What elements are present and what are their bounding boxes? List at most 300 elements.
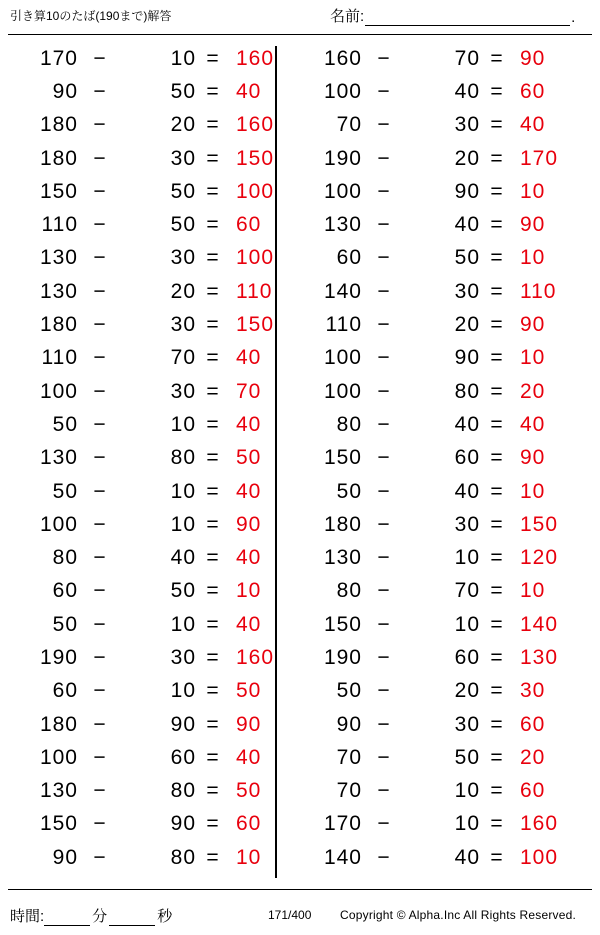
page-title: 引き算10のたば(190まで)解答 <box>10 9 172 23</box>
operator: − <box>93 679 107 703</box>
operand-b: 60 <box>454 446 480 470</box>
operator: − <box>377 779 391 803</box>
answer: 120 <box>520 546 559 570</box>
problem-row <box>288 42 556 75</box>
name-label: 名前: <box>330 8 365 25</box>
answer: 100 <box>236 179 275 203</box>
operator: − <box>93 146 107 170</box>
operator: − <box>93 313 107 337</box>
problem-row <box>4 841 272 874</box>
answer: 100 <box>520 845 559 869</box>
operand-a: 110 <box>41 213 78 237</box>
name-input[interactable] <box>365 8 570 26</box>
problem-row <box>288 641 559 674</box>
operand-a: 110 <box>41 346 78 370</box>
time-seconds-unit: 秒 <box>157 908 173 925</box>
problem-row <box>4 42 275 75</box>
time-seconds-input[interactable] <box>109 907 155 926</box>
operator: − <box>93 612 107 636</box>
operator: − <box>93 479 107 503</box>
operand-b: 60 <box>454 645 480 669</box>
problem-row <box>288 175 556 208</box>
operand-b: 30 <box>454 512 480 536</box>
equals-sign: = <box>490 645 504 669</box>
time-minutes-unit: 分 <box>92 908 108 925</box>
equals-sign: = <box>490 779 504 803</box>
answer: 160 <box>236 113 275 137</box>
problem-row <box>288 841 559 874</box>
problem-row <box>288 775 556 808</box>
equals-sign: = <box>490 79 504 103</box>
operator: − <box>377 645 391 669</box>
equals-sign: = <box>490 612 504 636</box>
answer: 100 <box>236 246 275 270</box>
operator: − <box>377 712 391 736</box>
operand-a: 190 <box>323 645 362 669</box>
problem-row <box>4 408 272 441</box>
operand-a: 130 <box>39 279 78 303</box>
operator: − <box>377 679 391 703</box>
equals-sign: = <box>490 412 504 436</box>
problem-row <box>4 342 272 375</box>
operator: − <box>377 412 391 436</box>
equals-sign: = <box>206 179 220 203</box>
equals-sign: = <box>206 346 220 370</box>
answer: 60 <box>236 812 262 836</box>
footer-divider <box>8 889 592 890</box>
problem-row <box>4 375 272 408</box>
operator: − <box>93 79 107 103</box>
copyright-notice: Copyright © Alpha.Inc All Rights Reserved. <box>340 908 577 922</box>
problem-row <box>4 541 272 574</box>
operand-a: 130 <box>39 446 78 470</box>
equals-sign: = <box>490 146 504 170</box>
operator: − <box>377 246 391 270</box>
name-field-area <box>330 5 575 26</box>
operand-b: 80 <box>454 379 480 403</box>
answer: 110 <box>236 279 273 303</box>
equals-sign: = <box>206 779 220 803</box>
equals-sign: = <box>206 79 220 103</box>
operand-a: 100 <box>39 512 78 536</box>
equals-sign: = <box>490 679 504 703</box>
problem-row <box>4 175 275 208</box>
problem-column-right <box>288 42 559 874</box>
operand-a: 90 <box>52 79 78 103</box>
operator: − <box>377 479 391 503</box>
equals-sign: = <box>206 712 220 736</box>
operator: − <box>377 579 391 603</box>
operator: − <box>377 346 391 370</box>
answer: 50 <box>236 446 262 470</box>
operator: − <box>377 546 391 570</box>
answer: 150 <box>236 313 275 337</box>
answer: 160 <box>236 46 275 70</box>
equals-sign: = <box>206 579 220 603</box>
problem-row <box>4 275 272 308</box>
operator: − <box>93 379 107 403</box>
operator: − <box>93 845 107 869</box>
problem-row <box>288 308 556 341</box>
problem-row <box>288 208 556 241</box>
operand-a: 150 <box>323 446 362 470</box>
problem-row <box>288 342 556 375</box>
problem-row <box>4 808 272 841</box>
equals-sign: = <box>490 246 504 270</box>
operand-a: 130 <box>323 546 362 570</box>
answer: 10 <box>520 346 546 370</box>
operand-b: 30 <box>454 279 480 303</box>
operand-b: 30 <box>170 313 196 337</box>
operand-a: 180 <box>39 146 78 170</box>
operand-b: 10 <box>454 812 480 836</box>
operand-b: 50 <box>170 579 196 603</box>
operand-b: 20 <box>454 679 480 703</box>
equals-sign: = <box>490 279 504 303</box>
problem-row <box>4 708 272 741</box>
answer: 10 <box>520 246 546 270</box>
answer: 60 <box>520 712 546 736</box>
operator: − <box>93 46 107 70</box>
operand-a: 180 <box>39 712 78 736</box>
operator: − <box>93 579 107 603</box>
operand-b: 40 <box>454 79 480 103</box>
operator: − <box>93 779 107 803</box>
operand-a: 140 <box>323 845 362 869</box>
problem-row <box>4 641 275 674</box>
answer: 150 <box>236 146 275 170</box>
operand-b: 40 <box>170 546 196 570</box>
operand-b: 40 <box>454 412 480 436</box>
page-header <box>0 0 600 34</box>
answer: 50 <box>236 779 262 803</box>
operand-b: 10 <box>170 512 196 536</box>
operand-b: 90 <box>454 179 480 203</box>
answer: 10 <box>520 179 546 203</box>
operand-a: 110 <box>325 313 362 337</box>
time-minutes-input[interactable] <box>44 907 90 926</box>
operand-b: 10 <box>170 679 196 703</box>
equals-sign: = <box>206 812 220 836</box>
time-label: 時間: <box>10 908 45 925</box>
operand-b: 50 <box>170 213 196 237</box>
answer: 160 <box>520 812 559 836</box>
equals-sign: = <box>206 412 220 436</box>
equals-sign: = <box>490 546 504 570</box>
equals-sign: = <box>490 812 504 836</box>
operand-b: 80 <box>170 446 196 470</box>
problem-row <box>4 508 272 541</box>
equals-sign: = <box>206 379 220 403</box>
answer: 160 <box>236 645 275 669</box>
answer: 40 <box>236 346 262 370</box>
operand-b: 70 <box>170 346 196 370</box>
operand-a: 50 <box>52 412 78 436</box>
operator: − <box>93 246 107 270</box>
operand-b: 20 <box>454 313 480 337</box>
problem-row <box>288 408 556 441</box>
operator: − <box>93 512 107 536</box>
operand-b: 30 <box>454 113 480 137</box>
operand-a: 130 <box>39 779 78 803</box>
operand-a: 100 <box>323 79 362 103</box>
problem-row <box>4 741 272 774</box>
problem-row <box>288 109 556 142</box>
operator: − <box>93 113 107 137</box>
equals-sign: = <box>490 213 504 237</box>
operand-b: 40 <box>454 213 480 237</box>
operator: − <box>377 313 391 337</box>
problem-row <box>288 541 559 574</box>
answer: 90 <box>520 213 546 237</box>
operand-b: 10 <box>170 479 196 503</box>
equals-sign: = <box>490 712 504 736</box>
equals-sign: = <box>206 146 220 170</box>
equals-sign: = <box>206 279 220 303</box>
operator: − <box>93 179 107 203</box>
operator: − <box>93 745 107 769</box>
operand-a: 180 <box>39 113 78 137</box>
operand-a: 70 <box>336 113 362 137</box>
operator: − <box>377 146 391 170</box>
operand-b: 80 <box>170 845 196 869</box>
equals-sign: = <box>490 46 504 70</box>
answer: 40 <box>236 546 262 570</box>
answer: 10 <box>520 579 546 603</box>
answer: 40 <box>520 113 546 137</box>
operand-b: 10 <box>170 412 196 436</box>
equals-sign: = <box>206 113 220 137</box>
equals-sign: = <box>206 246 220 270</box>
equals-sign: = <box>490 745 504 769</box>
operand-a: 180 <box>323 512 362 536</box>
operand-a: 150 <box>39 812 78 836</box>
problem-row <box>288 75 556 108</box>
operand-a: 50 <box>336 679 362 703</box>
problem-row <box>288 741 556 774</box>
operator: − <box>93 446 107 470</box>
operand-b: 10 <box>170 46 196 70</box>
problem-row <box>4 142 275 175</box>
operand-a: 150 <box>39 179 78 203</box>
operand-a: 50 <box>52 479 78 503</box>
answer: 20 <box>520 745 546 769</box>
equals-sign: = <box>490 479 504 503</box>
equals-sign: = <box>206 446 220 470</box>
operand-a: 100 <box>323 379 362 403</box>
answer: 40 <box>236 745 262 769</box>
equals-sign: = <box>490 579 504 603</box>
answer: 40 <box>236 479 262 503</box>
operand-a: 60 <box>52 579 78 603</box>
answer: 40 <box>236 412 262 436</box>
operand-b: 70 <box>454 46 480 70</box>
operand-a: 80 <box>336 412 362 436</box>
problem-row <box>4 442 272 475</box>
operand-a: 50 <box>336 479 362 503</box>
operand-b: 10 <box>454 779 480 803</box>
equals-sign: = <box>206 546 220 570</box>
answer: 50 <box>236 679 262 703</box>
operator: − <box>377 446 391 470</box>
operand-a: 190 <box>39 645 78 669</box>
operand-a: 180 <box>39 313 78 337</box>
operand-b: 50 <box>454 745 480 769</box>
operand-b: 20 <box>170 279 196 303</box>
problem-row <box>288 242 556 275</box>
operand-a: 160 <box>323 46 362 70</box>
operand-b: 40 <box>454 845 480 869</box>
operator: − <box>93 213 107 237</box>
operator: − <box>93 546 107 570</box>
operand-a: 80 <box>52 546 78 570</box>
problem-row <box>4 775 272 808</box>
operand-a: 100 <box>39 379 78 403</box>
answer: 40 <box>236 79 262 103</box>
problem-row <box>4 575 272 608</box>
operand-a: 60 <box>336 246 362 270</box>
operand-a: 170 <box>39 46 78 70</box>
operand-b: 50 <box>170 179 196 203</box>
page-number: 171/400 <box>268 908 312 922</box>
operator: − <box>377 745 391 769</box>
problem-row <box>4 109 275 142</box>
problem-row <box>288 275 556 308</box>
operand-a: 80 <box>336 579 362 603</box>
answer: 110 <box>520 279 557 303</box>
operand-b: 30 <box>170 379 196 403</box>
answer: 90 <box>236 712 262 736</box>
answer: 60 <box>520 779 546 803</box>
answer: 10 <box>520 479 546 503</box>
equals-sign: = <box>206 313 220 337</box>
operator: − <box>93 812 107 836</box>
answer: 130 <box>520 645 559 669</box>
problem-row <box>288 808 559 841</box>
operand-a: 150 <box>323 612 362 636</box>
answer: 150 <box>520 512 559 536</box>
answer: 60 <box>236 213 262 237</box>
equals-sign: = <box>490 512 504 536</box>
problem-row <box>288 475 556 508</box>
equals-sign: = <box>490 313 504 337</box>
equals-sign: = <box>206 512 220 536</box>
answer: 60 <box>520 79 546 103</box>
operand-a: 70 <box>336 779 362 803</box>
equals-sign: = <box>206 845 220 869</box>
answer: 30 <box>520 679 546 703</box>
page-footer <box>0 897 600 935</box>
operator: − <box>377 113 391 137</box>
operand-a: 100 <box>323 179 362 203</box>
problem-row <box>288 575 556 608</box>
answer: 10 <box>236 845 262 869</box>
answer: 10 <box>236 579 262 603</box>
answer: 40 <box>236 612 262 636</box>
time-field-area <box>10 905 172 926</box>
operand-b: 90 <box>170 812 196 836</box>
operand-b: 20 <box>170 113 196 137</box>
problem-row <box>4 475 272 508</box>
operator: − <box>377 179 391 203</box>
equals-sign: = <box>206 213 220 237</box>
answer: 170 <box>520 146 559 170</box>
operator: − <box>93 279 107 303</box>
header-divider <box>8 34 592 35</box>
problem-row <box>288 442 556 475</box>
problem-row <box>288 142 559 175</box>
answer: 90 <box>520 46 546 70</box>
equals-sign: = <box>206 612 220 636</box>
operator: − <box>377 612 391 636</box>
operand-a: 100 <box>323 346 362 370</box>
operand-b: 80 <box>170 779 196 803</box>
operand-a: 140 <box>323 279 362 303</box>
operand-a: 60 <box>52 679 78 703</box>
problem-row <box>4 208 272 241</box>
problem-row <box>288 675 556 708</box>
problem-row <box>4 675 272 708</box>
operand-a: 130 <box>323 213 362 237</box>
operand-b: 10 <box>454 546 480 570</box>
problem-row <box>4 242 275 275</box>
operand-a: 50 <box>52 612 78 636</box>
operand-a: 90 <box>52 845 78 869</box>
operand-b: 10 <box>170 612 196 636</box>
equals-sign: = <box>490 379 504 403</box>
operator: − <box>377 512 391 536</box>
problem-row <box>288 608 559 641</box>
operator: − <box>93 346 107 370</box>
operand-b: 90 <box>170 712 196 736</box>
operator: − <box>93 412 107 436</box>
operand-a: 70 <box>336 745 362 769</box>
operand-b: 50 <box>170 79 196 103</box>
operand-b: 40 <box>454 479 480 503</box>
equals-sign: = <box>490 446 504 470</box>
answer: 140 <box>520 612 559 636</box>
operand-b: 30 <box>170 146 196 170</box>
equals-sign: = <box>206 46 220 70</box>
problem-column-left <box>4 42 275 874</box>
operand-a: 170 <box>323 812 362 836</box>
answer: 90 <box>236 512 262 536</box>
operator: − <box>377 213 391 237</box>
problem-row <box>288 508 559 541</box>
problems-area <box>0 42 600 887</box>
problem-row <box>288 375 556 408</box>
operand-a: 90 <box>336 712 362 736</box>
equals-sign: = <box>490 346 504 370</box>
operand-a: 100 <box>39 745 78 769</box>
problem-row <box>4 608 272 641</box>
name-period: . <box>571 9 576 26</box>
operand-b: 60 <box>170 745 196 769</box>
answer: 20 <box>520 379 546 403</box>
operator: − <box>377 79 391 103</box>
equals-sign: = <box>490 113 504 137</box>
equals-sign: = <box>206 679 220 703</box>
operand-b: 30 <box>454 712 480 736</box>
operator: − <box>377 812 391 836</box>
operand-a: 130 <box>39 246 78 270</box>
operand-b: 30 <box>170 645 196 669</box>
problem-row <box>4 308 275 341</box>
operand-a: 190 <box>323 146 362 170</box>
answer: 40 <box>520 412 546 436</box>
operand-b: 50 <box>454 246 480 270</box>
operand-b: 30 <box>170 246 196 270</box>
